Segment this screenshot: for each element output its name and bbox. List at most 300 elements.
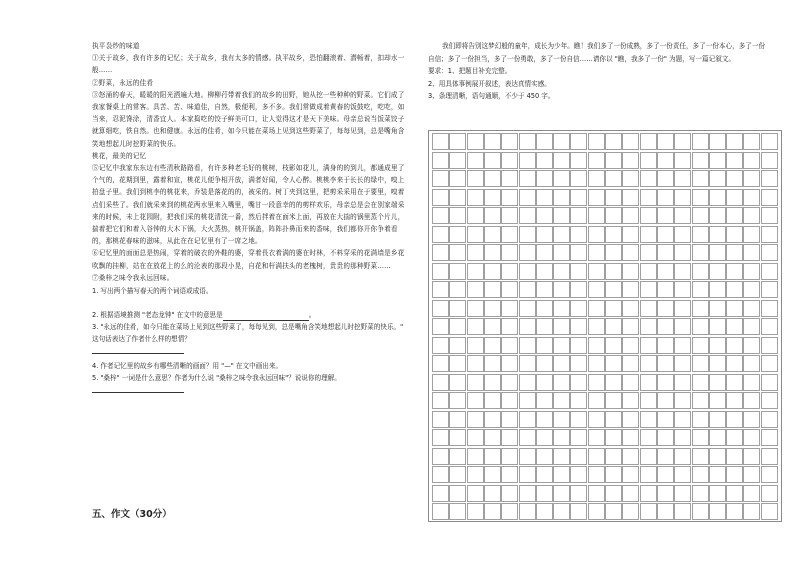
grid-cell[interactable] (553, 448, 570, 465)
grid-cell[interactable] (519, 133, 536, 150)
grid-cell[interactable] (553, 189, 570, 206)
grid-cell[interactable] (449, 374, 466, 391)
grid-cell[interactable] (674, 429, 691, 446)
grid-cell[interactable] (622, 263, 639, 280)
grid-cell[interactable] (622, 244, 639, 261)
grid-cell[interactable] (622, 337, 639, 354)
grid-cell[interactable] (709, 207, 726, 224)
grid-cell[interactable] (519, 355, 536, 372)
grid-cell[interactable] (709, 337, 726, 354)
grid-cell[interactable] (536, 189, 553, 206)
grid-cell[interactable] (501, 429, 518, 446)
grid-cell[interactable] (588, 263, 605, 280)
grid-cell[interactable] (622, 411, 639, 428)
grid-cell[interactable] (640, 133, 657, 150)
grid-cell[interactable] (449, 429, 466, 446)
grid-cell[interactable] (570, 244, 587, 261)
grid-cell[interactable] (657, 189, 674, 206)
grid-cell[interactable] (674, 355, 691, 372)
grid-cell[interactable] (726, 318, 743, 335)
grid-cell[interactable] (449, 318, 466, 335)
grid-cell[interactable] (605, 411, 622, 428)
grid-cell[interactable] (692, 448, 709, 465)
grid-cell[interactable] (622, 170, 639, 187)
grid-cell[interactable] (605, 300, 622, 317)
grid-cell[interactable] (709, 133, 726, 150)
grid-cell[interactable] (674, 318, 691, 335)
grid-cell[interactable] (761, 374, 778, 391)
grid-cell[interactable] (501, 244, 518, 261)
grid-cell[interactable] (467, 374, 484, 391)
grid-cell[interactable] (553, 170, 570, 187)
grid-cell[interactable] (553, 485, 570, 502)
grid-cell[interactable] (761, 429, 778, 446)
grid-cell[interactable] (657, 207, 674, 224)
grid-cell[interactable] (553, 466, 570, 483)
grid-cell[interactable] (622, 226, 639, 243)
grid-cell[interactable] (519, 392, 536, 409)
grid-cell[interactable] (467, 281, 484, 298)
grid-cell[interactable] (605, 207, 622, 224)
grid-cell[interactable] (570, 374, 587, 391)
grid-cell[interactable] (709, 411, 726, 428)
grid-cell[interactable] (640, 374, 657, 391)
grid-cell[interactable] (449, 392, 466, 409)
grid-cell[interactable] (519, 226, 536, 243)
grid-cell[interactable] (640, 411, 657, 428)
grid-cell[interactable] (605, 466, 622, 483)
grid-cell[interactable] (588, 152, 605, 169)
grid-cell[interactable] (432, 207, 449, 224)
grid-cell[interactable] (449, 133, 466, 150)
grid-cell[interactable] (761, 263, 778, 280)
grid-cell[interactable] (484, 448, 501, 465)
grid-cell[interactable] (519, 281, 536, 298)
grid-cell[interactable] (519, 466, 536, 483)
grid-cell[interactable] (605, 281, 622, 298)
grid-cell[interactable] (605, 152, 622, 169)
grid-cell[interactable] (743, 374, 760, 391)
grid-cell[interactable] (692, 374, 709, 391)
grid-cell[interactable] (432, 503, 449, 520)
grid-cell[interactable] (692, 244, 709, 261)
grid-cell[interactable] (674, 300, 691, 317)
grid-cell[interactable] (622, 281, 639, 298)
grid-cell[interactable] (449, 485, 466, 502)
grid-cell[interactable] (674, 152, 691, 169)
grid-cell[interactable] (674, 226, 691, 243)
grid-cell[interactable] (588, 411, 605, 428)
grid-cell[interactable] (657, 133, 674, 150)
grid-cell[interactable] (588, 448, 605, 465)
grid-cell[interactable] (605, 133, 622, 150)
grid-cell[interactable] (761, 281, 778, 298)
grid-cell[interactable] (605, 503, 622, 520)
grid-cell[interactable] (501, 189, 518, 206)
grid-cell[interactable] (484, 226, 501, 243)
grid-cell[interactable] (484, 411, 501, 428)
grid-cell[interactable] (553, 133, 570, 150)
grid-cell[interactable] (640, 466, 657, 483)
grid-cell[interactable] (692, 392, 709, 409)
grid-cell[interactable] (553, 392, 570, 409)
grid-cell[interactable] (501, 448, 518, 465)
grid-cell[interactable] (761, 485, 778, 502)
grid-cell[interactable] (640, 207, 657, 224)
grid-cell[interactable] (467, 189, 484, 206)
grid-cell[interactable] (570, 411, 587, 428)
grid-cell[interactable] (484, 207, 501, 224)
grid-cell[interactable] (761, 448, 778, 465)
grid-cell[interactable] (536, 466, 553, 483)
grid-cell[interactable] (640, 244, 657, 261)
grid-cell[interactable] (674, 244, 691, 261)
grid-cell[interactable] (674, 133, 691, 150)
grid-cell[interactable] (484, 263, 501, 280)
grid-cell[interactable] (553, 300, 570, 317)
grid-cell[interactable] (743, 244, 760, 261)
grid-cell[interactable] (674, 281, 691, 298)
grid-cell[interactable] (761, 207, 778, 224)
grid-cell[interactable] (692, 207, 709, 224)
grid-cell[interactable] (588, 189, 605, 206)
grid-cell[interactable] (570, 281, 587, 298)
grid-cell[interactable] (622, 355, 639, 372)
grid-cell[interactable] (640, 485, 657, 502)
grid-cell[interactable] (692, 170, 709, 187)
grid-cell[interactable] (674, 503, 691, 520)
grid-cell[interactable] (657, 448, 674, 465)
grid-cell[interactable] (761, 337, 778, 354)
grid-cell[interactable] (726, 392, 743, 409)
grid-cell[interactable] (467, 152, 484, 169)
grid-cell[interactable] (467, 263, 484, 280)
grid-cell[interactable] (570, 189, 587, 206)
grid-cell[interactable] (536, 152, 553, 169)
answer-blank[interactable] (223, 314, 309, 321)
grid-cell[interactable] (709, 244, 726, 261)
grid-cell[interactable] (709, 318, 726, 335)
grid-cell[interactable] (605, 318, 622, 335)
grid-cell[interactable] (761, 244, 778, 261)
grid-cell[interactable] (570, 170, 587, 187)
grid-cell[interactable] (761, 226, 778, 243)
grid-cell[interactable] (519, 170, 536, 187)
grid-cell[interactable] (501, 466, 518, 483)
grid-cell[interactable] (743, 133, 760, 150)
grid-cell[interactable] (743, 355, 760, 372)
grid-cell[interactable] (726, 485, 743, 502)
grid-cell[interactable] (467, 466, 484, 483)
grid-cell[interactable] (467, 170, 484, 187)
grid-cell[interactable] (570, 429, 587, 446)
grid-cell[interactable] (449, 337, 466, 354)
grid-cell[interactable] (640, 281, 657, 298)
grid-cell[interactable] (743, 263, 760, 280)
grid-cell[interactable] (484, 355, 501, 372)
grid-cell[interactable] (519, 244, 536, 261)
grid-cell[interactable] (726, 189, 743, 206)
grid-cell[interactable] (709, 503, 726, 520)
grid-cell[interactable] (674, 170, 691, 187)
grid-cell[interactable] (605, 337, 622, 354)
grid-cell[interactable] (501, 281, 518, 298)
grid-cell[interactable] (449, 189, 466, 206)
grid-cell[interactable] (674, 263, 691, 280)
grid-cell[interactable] (536, 207, 553, 224)
grid-cell[interactable] (536, 300, 553, 317)
grid-cell[interactable] (501, 355, 518, 372)
grid-cell[interactable] (726, 355, 743, 372)
grid-cell[interactable] (467, 411, 484, 428)
grid-cell[interactable] (674, 374, 691, 391)
grid-cell[interactable] (657, 152, 674, 169)
grid-cell[interactable] (743, 300, 760, 317)
grid-cell[interactable] (640, 503, 657, 520)
grid-cell[interactable] (432, 244, 449, 261)
grid-cell[interactable] (726, 337, 743, 354)
grid-cell[interactable] (588, 207, 605, 224)
grid-cell[interactable] (449, 355, 466, 372)
grid-cell[interactable] (622, 300, 639, 317)
grid-cell[interactable] (605, 244, 622, 261)
grid-cell[interactable] (570, 466, 587, 483)
grid-cell[interactable] (588, 170, 605, 187)
grid-cell[interactable] (709, 170, 726, 187)
grid-cell[interactable] (743, 226, 760, 243)
grid-cell[interactable] (553, 429, 570, 446)
grid-cell[interactable] (657, 337, 674, 354)
grid-cell[interactable] (692, 355, 709, 372)
grid-cell[interactable] (588, 374, 605, 391)
grid-cell[interactable] (709, 152, 726, 169)
grid-cell[interactable] (622, 392, 639, 409)
grid-cell[interactable] (743, 466, 760, 483)
grid-cell[interactable] (467, 300, 484, 317)
grid-cell[interactable] (449, 281, 466, 298)
grid-cell[interactable] (674, 485, 691, 502)
grid-cell[interactable] (570, 207, 587, 224)
grid-cell[interactable] (432, 337, 449, 354)
grid-cell[interactable] (536, 429, 553, 446)
grid-cell[interactable] (657, 281, 674, 298)
grid-cell[interactable] (519, 263, 536, 280)
grid-cell[interactable] (519, 429, 536, 446)
grid-cell[interactable] (657, 411, 674, 428)
grid-cell[interactable] (692, 152, 709, 169)
grid-cell[interactable] (726, 170, 743, 187)
grid-cell[interactable] (761, 318, 778, 335)
grid-cell[interactable] (501, 207, 518, 224)
grid-cell[interactable] (553, 152, 570, 169)
grid-cell[interactable] (709, 392, 726, 409)
grid-cell[interactable] (570, 485, 587, 502)
grid-cell[interactable] (536, 226, 553, 243)
grid-cell[interactable] (519, 337, 536, 354)
grid-cell[interactable] (709, 374, 726, 391)
grid-cell[interactable] (467, 392, 484, 409)
grid-cell[interactable] (536, 448, 553, 465)
grid-cell[interactable] (484, 244, 501, 261)
grid-cell[interactable] (553, 503, 570, 520)
grid-cell[interactable] (761, 170, 778, 187)
grid-cell[interactable] (640, 300, 657, 317)
grid-cell[interactable] (449, 170, 466, 187)
grid-cell[interactable] (709, 189, 726, 206)
grid-cell[interactable] (519, 207, 536, 224)
grid-cell[interactable] (501, 337, 518, 354)
grid-cell[interactable] (726, 374, 743, 391)
grid-cell[interactable] (484, 392, 501, 409)
grid-cell[interactable] (726, 244, 743, 261)
grid-cell[interactable] (432, 466, 449, 483)
grid-cell[interactable] (467, 133, 484, 150)
grid-cell[interactable] (674, 337, 691, 354)
grid-cell[interactable] (536, 281, 553, 298)
grid-cell[interactable] (674, 189, 691, 206)
grid-cell[interactable] (657, 318, 674, 335)
grid-cell[interactable] (570, 337, 587, 354)
grid-cell[interactable] (484, 374, 501, 391)
grid-cell[interactable] (622, 152, 639, 169)
grid-cell[interactable] (709, 429, 726, 446)
grid-cell[interactable] (519, 152, 536, 169)
grid-cell[interactable] (570, 392, 587, 409)
grid-cell[interactable] (657, 503, 674, 520)
grid-cell[interactable] (484, 429, 501, 446)
grid-cell[interactable] (467, 503, 484, 520)
grid-cell[interactable] (588, 281, 605, 298)
grid-cell[interactable] (570, 263, 587, 280)
grid-cell[interactable] (432, 300, 449, 317)
grid-cell[interactable] (501, 300, 518, 317)
grid-cell[interactable] (501, 485, 518, 502)
grid-cell[interactable] (622, 207, 639, 224)
grid-cell[interactable] (519, 318, 536, 335)
grid-cell[interactable] (743, 189, 760, 206)
grid-cell[interactable] (570, 300, 587, 317)
grid-cell[interactable] (622, 374, 639, 391)
grid-cell[interactable] (709, 281, 726, 298)
grid-cell[interactable] (588, 429, 605, 446)
grid-cell[interactable] (692, 133, 709, 150)
grid-cell[interactable] (449, 152, 466, 169)
grid-cell[interactable] (536, 133, 553, 150)
grid-cell[interactable] (519, 300, 536, 317)
grid-cell[interactable] (657, 355, 674, 372)
grid-cell[interactable] (726, 226, 743, 243)
grid-cell[interactable] (692, 411, 709, 428)
grid-cell[interactable] (605, 170, 622, 187)
grid-cell[interactable] (570, 503, 587, 520)
grid-cell[interactable] (657, 300, 674, 317)
grid-cell[interactable] (449, 448, 466, 465)
grid-cell[interactable] (622, 485, 639, 502)
grid-cell[interactable] (726, 133, 743, 150)
grid-cell[interactable] (692, 429, 709, 446)
grid-cell[interactable] (588, 355, 605, 372)
grid-cell[interactable] (640, 429, 657, 446)
grid-cell[interactable] (536, 263, 553, 280)
grid-cell[interactable] (674, 448, 691, 465)
grid-cell[interactable] (432, 411, 449, 428)
grid-cell[interactable] (726, 448, 743, 465)
grid-cell[interactable] (761, 503, 778, 520)
grid-cell[interactable] (761, 411, 778, 428)
grid-cell[interactable] (432, 170, 449, 187)
grid-cell[interactable] (484, 152, 501, 169)
grid-cell[interactable] (536, 170, 553, 187)
grid-cell[interactable] (709, 226, 726, 243)
grid-cell[interactable] (761, 392, 778, 409)
grid-cell[interactable] (432, 355, 449, 372)
grid-cell[interactable] (761, 152, 778, 169)
grid-cell[interactable] (709, 263, 726, 280)
grid-cell[interactable] (657, 170, 674, 187)
grid-cell[interactable] (761, 355, 778, 372)
grid-cell[interactable] (674, 392, 691, 409)
grid-cell[interactable] (484, 337, 501, 354)
grid-cell[interactable] (692, 226, 709, 243)
grid-cell[interactable] (605, 189, 622, 206)
grid-cell[interactable] (622, 466, 639, 483)
grid-cell[interactable] (570, 226, 587, 243)
grid-cell[interactable] (588, 244, 605, 261)
grid-cell[interactable] (640, 355, 657, 372)
grid-cell[interactable] (692, 318, 709, 335)
grid-cell[interactable] (484, 318, 501, 335)
grid-cell[interactable] (432, 392, 449, 409)
grid-cell[interactable] (449, 263, 466, 280)
answer-line[interactable] (92, 345, 184, 354)
grid-cell[interactable] (449, 244, 466, 261)
grid-cell[interactable] (432, 429, 449, 446)
grid-cell[interactable] (432, 189, 449, 206)
grid-cell[interactable] (449, 411, 466, 428)
grid-cell[interactable] (553, 355, 570, 372)
grid-cell[interactable] (501, 170, 518, 187)
grid-cell[interactable] (432, 281, 449, 298)
grid-cell[interactable] (519, 503, 536, 520)
grid-cell[interactable] (432, 133, 449, 150)
grid-cell[interactable] (743, 485, 760, 502)
grid-cell[interactable] (536, 485, 553, 502)
grid-cell[interactable] (657, 374, 674, 391)
grid-cell[interactable] (761, 189, 778, 206)
grid-cell[interactable] (519, 374, 536, 391)
grid-cell[interactable] (726, 411, 743, 428)
grid-cell[interactable] (657, 466, 674, 483)
grid-cell[interactable] (553, 263, 570, 280)
grid-cell[interactable] (726, 300, 743, 317)
grid-cell[interactable] (553, 244, 570, 261)
grid-cell[interactable] (657, 429, 674, 446)
grid-cell[interactable] (640, 170, 657, 187)
grid-cell[interactable] (484, 503, 501, 520)
grid-cell[interactable] (605, 374, 622, 391)
grid-cell[interactable] (657, 226, 674, 243)
grid-cell[interactable] (553, 337, 570, 354)
grid-cell[interactable] (467, 244, 484, 261)
grid-cell[interactable] (501, 133, 518, 150)
grid-cell[interactable] (743, 411, 760, 428)
grid-cell[interactable] (553, 318, 570, 335)
grid-cell[interactable] (588, 133, 605, 150)
grid-cell[interactable] (640, 263, 657, 280)
grid-cell[interactable] (467, 318, 484, 335)
grid-cell[interactable] (622, 318, 639, 335)
grid-cell[interactable] (501, 374, 518, 391)
